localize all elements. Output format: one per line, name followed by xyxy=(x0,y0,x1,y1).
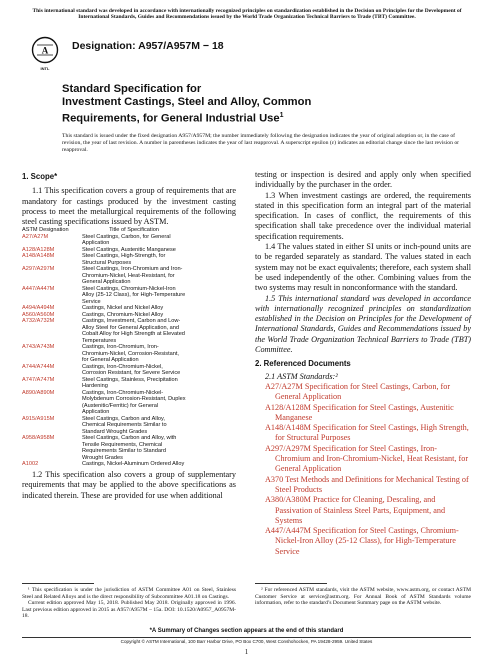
reference-title-link[interactable]: Specification for Steel Castings, Chromium-Nickel-Iron Alloy (25-12 Class), for High-Temperature Service xyxy=(275,526,459,556)
spec-title: Steel Castings, Carbon, for General Application xyxy=(82,233,171,247)
spec-title: Steel Castings, Chromium-Nickel-Iron Alloy (25-12 Class), for High-Temperature Service xyxy=(82,285,186,305)
reference-item xyxy=(265,382,471,403)
left-column xyxy=(22,172,236,501)
reference-item xyxy=(265,403,471,424)
scope-1-3: 1.3 When investment castings are ordered, the requirements stated in this specification form an integral part of the material specification. In cases of conflict, the requirements of this specification shall take precedence over the individual material specification requirements. xyxy=(255,190,471,241)
issued-note: This standard is issued under the fixed designation A957/A957M; the number immediately following the designation indicates the year of original adoption or, in the case of revision, the year of last revision. A number in parentheses indicates the year of last reapproval. A superscript epsilon (ε) indicates an editorial change since the last revision or reapproval. xyxy=(62,133,460,153)
spec-title: Castings, Investment, Carbon and Low-Alloy Steel for General Application, and Cobalt Alloy for High Strength at Elevated Temperatures xyxy=(82,318,185,344)
scope-1-2: 1.2 This specification also covers a group of supplementary requirements that may be applied to the above specifications as indicated therein. These are provided for use when additional xyxy=(22,469,236,500)
spec-designation-link[interactable]: A1002 xyxy=(22,461,39,468)
reference-title-link[interactable]: Specification for Steel Castings, Carbon, for General Application xyxy=(275,381,451,402)
title-line-2: Investment Castings, Steel and Alloy, Common xyxy=(62,96,312,108)
table-header-designation: ASTM Designation xyxy=(22,227,69,234)
footnote-1b: Current edition approved May 15, 2018. Published May 2018. Originally approved in 1996. Last previous edition approved in 2015 as A957/A957M – 15a. DOI: 10.1520/A0957_A0957M-18. xyxy=(22,600,236,620)
scope-1-4: 1.4 The values stated in either SI units or inch-pound units are to be regarded separately as standard. The values stated in each system may not be exact equivalents; therefore, each system shall be used independently of the other. Combining values from the two systems may result in nonconformance with the standard. xyxy=(255,242,471,293)
spec-table-body xyxy=(22,234,236,468)
spec-table-row xyxy=(22,234,236,247)
spec-title: Steel Castings, Carbon and Alloy, Chemical Requirements Similar to Standard Wrought Grades xyxy=(82,415,167,435)
spec-title: Castings, Chromium-Nickel Alloy xyxy=(82,311,164,318)
referenced-documents-heading: 2. Referenced Documents xyxy=(255,359,351,369)
reference-designation-link[interactable]: A297/A297M xyxy=(265,443,311,453)
spec-table xyxy=(22,227,236,468)
reference-item xyxy=(265,526,471,557)
astm-standards-label: 2.1 ASTM Standards:² xyxy=(265,371,338,381)
scope-1-1: 1.1 This specification covers a group of requirements that are mandatory for castings produced by the investment casting process to meet the metallurgical requirements of the following steel casting specifications issued by ASTM. xyxy=(22,186,236,227)
reference-designation-link[interactable]: A27/A27M xyxy=(265,381,303,391)
summary-note: *A Summary of Changes section appears at the end of this standard xyxy=(149,628,344,634)
spec-designation-link[interactable]: A494/A494M xyxy=(22,305,55,312)
spec-designation-link[interactable]: A890/A890M xyxy=(22,389,55,396)
spec-title: Castings, Nickel-Aluminum Ordered Alloy xyxy=(82,461,185,468)
spec-title: Castings, Nickel and Nickel Alloy xyxy=(82,305,164,312)
spec-designation-link[interactable]: A958/A958M xyxy=(22,435,55,442)
spec-designation-link[interactable]: A447/A447M xyxy=(22,285,55,292)
spec-title: Steel Castings, High-Strength, for Structural Purposes xyxy=(82,253,166,266)
reference-designation-link[interactable]: A128/A128M xyxy=(265,402,311,412)
reference-title-link[interactable]: Practice for Cleaning, Descaling, and Passivation of Stainless Steel Parts, Equipment, and Systems xyxy=(275,495,446,525)
right-column xyxy=(255,170,471,557)
reference-designation-link[interactable]: A380/A380M xyxy=(265,495,311,505)
spec-title: Steel Castings, Carbon and Alloy, with Tensile Requirements, Chemical Requirements Similar to Standard Wrought Grades xyxy=(82,435,177,461)
page-number: 1 xyxy=(244,648,249,656)
spec-designation-link[interactable]: A744/A744M xyxy=(22,363,55,370)
spec-title: Castings, Iron-Chromium, Iron-Chromium-Nickel, Corrosion-Resistant, for General Application xyxy=(82,344,179,364)
page-title xyxy=(62,83,462,126)
spec-table-row xyxy=(22,435,236,461)
footnote-divider xyxy=(22,583,94,584)
spec-table-row xyxy=(22,344,236,364)
spec-designation-link[interactable]: A148/A148M xyxy=(22,253,55,260)
spec-title: Steel Castings, Stainless, Precipitation Hardening xyxy=(82,376,178,390)
copyright: Copyright © ASTM International, 100 Barr Harbor Drive, PO Box C700, West Conshohocken, PA 19428-2959. United States xyxy=(120,639,373,644)
spec-designation-link[interactable]: A743/A743M xyxy=(22,344,55,351)
scope-heading: 1. Scope* xyxy=(22,172,58,181)
reference-list xyxy=(255,382,471,557)
footnote-1: ¹ This specification is under the jurisdiction of ASTM Committee A01 on Steel, Stainless Steel and Related Alloys and is the direct responsibility of Subcommittee A01.18 on Castings. xyxy=(22,587,236,600)
reference-title-link[interactable]: Test Methods and Definitions for Mechanical Testing of Steel Products xyxy=(275,474,469,494)
spec-table-row xyxy=(22,253,236,266)
spec-designation-link[interactable]: A560/A560M xyxy=(22,311,55,318)
spec-designation-link[interactable]: A732/A732M xyxy=(22,318,55,325)
title-line-3: Requirements, for General Industrial Use$^1$ xyxy=(62,112,284,125)
left-footnotes xyxy=(22,587,236,620)
svg-text:INTL: INTL xyxy=(40,66,50,71)
spec-designation-link[interactable]: A747/A747M xyxy=(22,376,55,383)
spec-title: Castings, Iron-Chromium-Nickel, Corrosion Resistant, for Severe Service xyxy=(82,363,181,377)
bottom-rule xyxy=(22,637,471,638)
reference-title-link[interactable]: Specification for Steel Castings, Austenitic Manganese xyxy=(275,402,454,422)
astm-logo-icon xyxy=(30,36,60,72)
spec-table-row xyxy=(22,377,236,390)
svg-text:A: A xyxy=(41,45,49,56)
reference-item xyxy=(265,444,471,475)
footnote-2: ² For referenced ASTM standards, visit the ASTM website, www.astm.org, or contact ASTM Customer Service at service@astm.org. For Annual Book of ASTM Standards volume information, refer to the standard’s Document Summary page on the ASTM website. xyxy=(255,587,471,607)
spec-title: Steel Castings, Austenitic Manganese xyxy=(82,246,176,253)
spec-table-row xyxy=(22,390,236,416)
astm-logo xyxy=(30,36,60,77)
spec-table-row xyxy=(22,318,236,344)
spec-title: Castings, Iron-Chromium-Nickel-Molybdenum Corrosion-Resistant, Duplex (Austenitic/Ferritic) for General Application xyxy=(82,389,186,416)
spec-designation-link[interactable]: A297/A297M xyxy=(22,266,55,273)
spec-table-row xyxy=(22,416,236,436)
footnote-divider-2 xyxy=(255,583,327,584)
spec-table-row xyxy=(22,286,236,306)
reference-item xyxy=(265,495,471,526)
scope-continuation: testing or inspection is desired and apply only when specified individually by the purchaser in the order. xyxy=(255,170,471,190)
header-notice: This international standard was developed in accordance with internationally recognized principles on standardization established in the Decision on Principles for the Development of International Standards, Guides and Recommendations issued by the World Trade Organization Technical Barriers to Trade (TBT) Committee. xyxy=(32,8,462,21)
spec-table-row xyxy=(22,364,236,377)
spec-table-row xyxy=(22,266,236,286)
scope-1-5: 1.5 This international standard was developed in accordance with internationally recognized principles on standardization established in the Decision on Principles for the Development of International Standards, Guides and Recommendations issued by the World Trade Organization Technical Barriers to Trade (TBT) Committee. xyxy=(255,293,471,355)
table-header-title: Title of Specification xyxy=(109,227,159,234)
spec-table-row xyxy=(22,461,236,468)
reference-designation-link[interactable]: A447/A447M xyxy=(265,526,311,536)
spec-designation-link[interactable]: A27/A27M xyxy=(22,233,49,240)
spec-title: Steel Castings, Iron-Chromium and Iron-Chromium-Nickel, Heat-Resistant, for General Application xyxy=(82,266,183,286)
reference-designation-link[interactable]: A148/A148M xyxy=(265,423,311,433)
reference-designation-link[interactable]: A370 xyxy=(265,474,284,484)
spec-designation-link[interactable]: A128/A128M xyxy=(22,246,55,253)
designation: Designation: A957/A957M − 18 xyxy=(72,40,224,52)
reference-title-link[interactable]: Specification for Steel Castings, High Strength, for Structural Purposes xyxy=(275,423,469,443)
reference-title-link[interactable]: Specification for Steel Castings, Iron-Chromium and Iron-Chromium-Nickel, Heat Resistant, for General Application xyxy=(275,443,469,474)
reference-item xyxy=(265,423,471,444)
reference-item xyxy=(265,475,471,496)
title-line-1: Standard Specification for xyxy=(62,83,202,95)
spec-designation-link[interactable]: A915/A915M xyxy=(22,415,55,422)
